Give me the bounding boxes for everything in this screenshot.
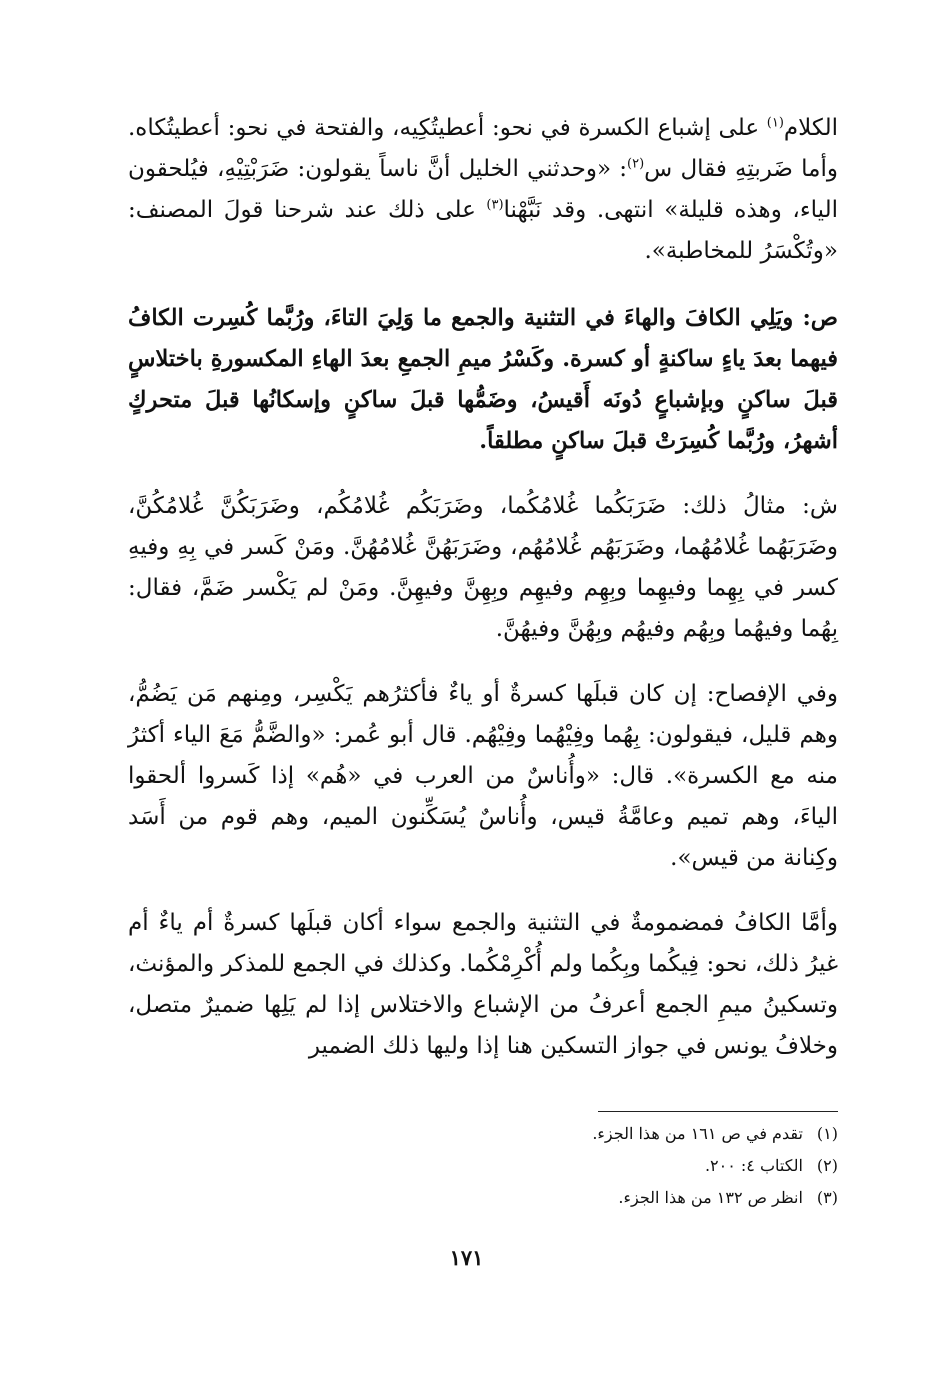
footnote-number: (٢) bbox=[816, 1156, 838, 1175]
paragraph-3-sharh bbox=[128, 486, 838, 650]
text-run: الكلام bbox=[783, 115, 838, 141]
footnote-separator bbox=[598, 1111, 838, 1112]
footnote-3 bbox=[388, 1182, 838, 1214]
footnote-number: (٣) bbox=[816, 1188, 838, 1207]
footnote-marker: (٣) bbox=[486, 197, 504, 213]
paragraph-4-ifsah bbox=[128, 674, 838, 879]
page-body bbox=[128, 108, 838, 1067]
paragraph-1 bbox=[128, 108, 838, 272]
text-run: وفي الإفصاح: إن كان قبلَها كسرةٌ أو ياءٌ فأكثرُهم يَكْسِر، ومِنهم مَن يَضُمُّ، وهم قليل، فيقولون: بِهُما وفِيْهُما وفِيْهُم. قال أبو عُمر: «والضَّمُّ مَعَ الياء أكثرُ منه مع الكسرة». قال: «وأُناسٌ من العرب في «هُم» إذا كَسروا ألحقوا الياءَ، وهم تميم وعامَّةُ قيس، وأُناسٌ يُسَكِّنون الميم، وهم قوم من أَسَد وكِنانة من قيس». bbox=[128, 681, 838, 871]
footnote-2 bbox=[388, 1150, 838, 1182]
text-run: على إشباع الكسرة في نحو: أعطيتُكِيه، والفتحة في نحو: أعطيتُكاه. وأما ضَربتِهِ فقال س bbox=[128, 115, 838, 182]
page-number: ١٧١ bbox=[449, 1245, 484, 1270]
footnote-marker: (١) bbox=[766, 115, 784, 131]
footnote-text: تقدم في ص ١٦١ من هذا الجزء. bbox=[592, 1124, 803, 1143]
footnote-marker: (٢) bbox=[627, 156, 645, 172]
footnote-number: (١) bbox=[816, 1124, 838, 1143]
footnotes bbox=[388, 1118, 838, 1214]
text-run: وأمَّا الكافُ فمضمومةٌ في التثنية والجمع سواء أكان قبلَها كسرةٌ أم ياءٌ أم غيرُ ذلك، نحو: فِيكُما وبِكُما ولم أُكْرِمْكُما. وكذلك في الجمع للمذكر والمؤنث، وتسكينُ ميمِ الجمع أعرفُ من الإشباع والاختلاس إذا لم يَلِها ضميرٌ متصل، وخلافُ يونس في جواز التسكين هنا إذا وليها ذلك الضمير bbox=[128, 910, 838, 1059]
footnote-1 bbox=[388, 1118, 838, 1150]
footnote-text: الكتاب ٤: ٢٠٠. bbox=[704, 1156, 803, 1175]
footnote-text: انظر ص ١٣٢ من هذا الجزء. bbox=[618, 1188, 803, 1207]
paragraph-5 bbox=[128, 903, 838, 1067]
text-run: ش: مثالُ ذلك: ضَرَبَكُما غُلامُكُما، وضَرَبَكُم غُلامُكُم، وضَرَبَكُنَّ غُلامُكُنَّ، وضَرَبَهُما غُلامُهُما، وضَرَبَهُم غُلامُهُم، وضَرَبَهُنَّ غُلامُهُنَّ. ومَنْ كَسر في بِهِ وفيهِ كسر في بِهِما وفيهِما وبِهِم وفيهِم وبِهِنَّ وفيهِنَّ. ومَنْ لم يَكْسر ضَمَّ، فقال: بِهُما وفيهُما وبِهُم وفيهُم وبِهُنَّ وفيهُنَّ. bbox=[128, 493, 838, 642]
text-run: على ذلك عند شرحنا قولَ المصنف: «وتُكْسَرُ للمخاطبة». bbox=[128, 197, 838, 264]
text-run: ص: ويَلِي الكافَ والهاءَ في التثنية والجمع ما وَلِيَ التاءَ، ورُبَّما كُسِرت الكافُ فيهما بعدَ ياءٍ ساكنةٍ أو كسرة. وكَسْرُ ميمِ الجمعِ بعدَ الهاءِ المكسورةِ باختلاسٍ قبلَ ساكنٍ وبإشباعٍ دُونَه أَقيسُ، وضَمُّها قبلَ ساكنٍ وإسكانُها قبلَ متحركٍ أشهرُ، ورُبَّما كُسِرَتْ قبلَ ساكنٍ مطلقاً. bbox=[128, 305, 838, 454]
text-run: : «وحدثني الخليل أنَّ ناساً يقولون: ضَرَبْتِيْهِ، فيُلحقون الياء، وهذه قليلة» انتهى. وقد نَبَّهْنا bbox=[128, 156, 838, 223]
paragraph-2-matn bbox=[128, 298, 838, 462]
